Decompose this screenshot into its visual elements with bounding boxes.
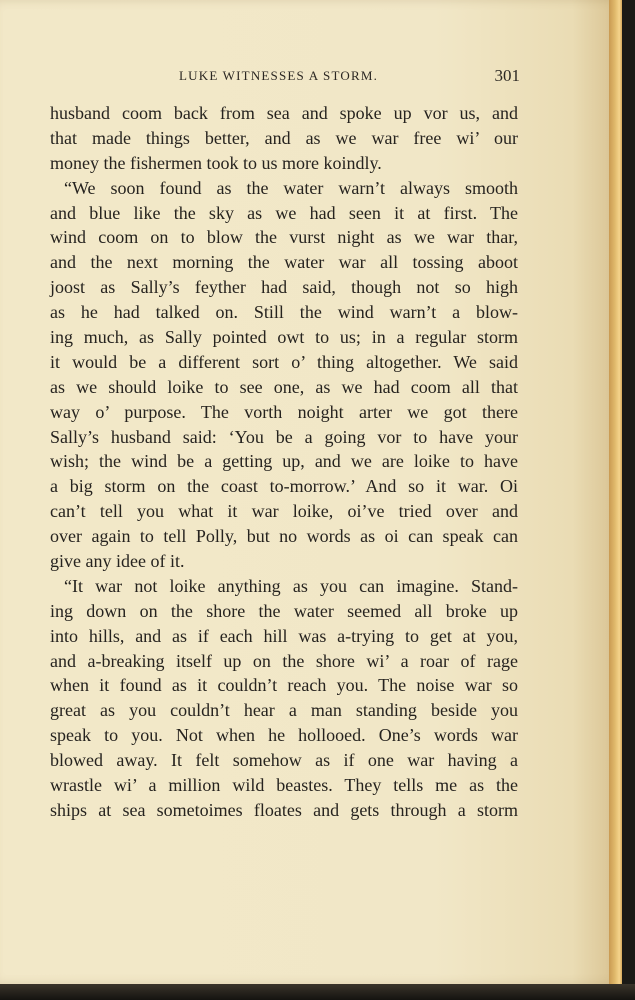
- text-line: ing down on the shore the water seemed all broke up: [50, 600, 518, 621]
- page-number: 301: [494, 66, 520, 85]
- page-header: [50, 66, 520, 86]
- text-line: way o’ purpose. The vorth noight arter we got there: [50, 401, 518, 422]
- text-line: and a-breaking itself up on the shore wi’ a roar of rage: [50, 650, 518, 671]
- text-line: wind coom on to blow the vurst night as we war thar,: [50, 227, 518, 248]
- text-line: joost as Sally’s feyther had said, though not so high: [50, 277, 518, 298]
- text-line: can’t tell you what it war loike, oi’ve tried over and: [50, 501, 518, 522]
- text-line: husband coom back from sea and spoke up vor us, and: [50, 103, 518, 123]
- text-line: ships at sea sometoimes floates and gets through a storm: [50, 799, 518, 820]
- text-line: it would be a different sort o’ thing altogether. We said: [50, 351, 518, 372]
- text-line: speak to you. Not when he hollooed. One’s words war: [50, 725, 518, 746]
- scan-bottom-edge: [0, 984, 635, 1000]
- text-line: ing much, as Sally pointed owt to us; in a regular storm: [50, 327, 518, 348]
- text-line: wish; the wind be a getting up, and we are loike to have: [50, 451, 518, 472]
- text-line: wrastle wi’ a million wild beastes. They tells me as the: [50, 775, 518, 796]
- text-line: as he had talked on. Still the wind warn’t a blow-: [50, 302, 518, 323]
- text-line: over again to tell Polly, but no words as oi can speak can: [50, 526, 518, 547]
- text-line: “It war not loike anything as you can imagine. Stand-: [64, 575, 518, 596]
- text-line: a big storm on the coast to-morrow.’ And so it war. Oi: [50, 476, 518, 497]
- text-line: that made things better, and as we war free wi’ our: [50, 127, 518, 148]
- text-line: blowed away. It felt somehow as if one war having a: [50, 750, 518, 771]
- text-line: when it found as it couldn’t reach you. The noise war so: [50, 675, 518, 696]
- text-line: into hills, and as if each hill was a-trying to get at you,: [50, 625, 518, 646]
- text-line: money the fishermen took to us more koindly.: [50, 152, 382, 173]
- text-line: great as you couldn’t hear a man standing beside you: [50, 700, 518, 721]
- text-line: and blue like the sky as we had seen it at first. The: [50, 202, 518, 223]
- text-line: give any idee of it.: [50, 551, 185, 572]
- running-title: LUKE WITNESSES A STORM.: [179, 68, 379, 83]
- page-edge: [609, 0, 622, 984]
- text-line: “We soon found as the water warn’t always smooth: [64, 177, 518, 198]
- body-text: [50, 101, 518, 823]
- text-line: and the next morning the water war all tossing aboot: [50, 252, 518, 273]
- text-line: Sally’s husband said: ‘You be a going vor to have your: [50, 426, 518, 447]
- text-line: as we should loike to see one, as we had coom all that: [50, 376, 518, 397]
